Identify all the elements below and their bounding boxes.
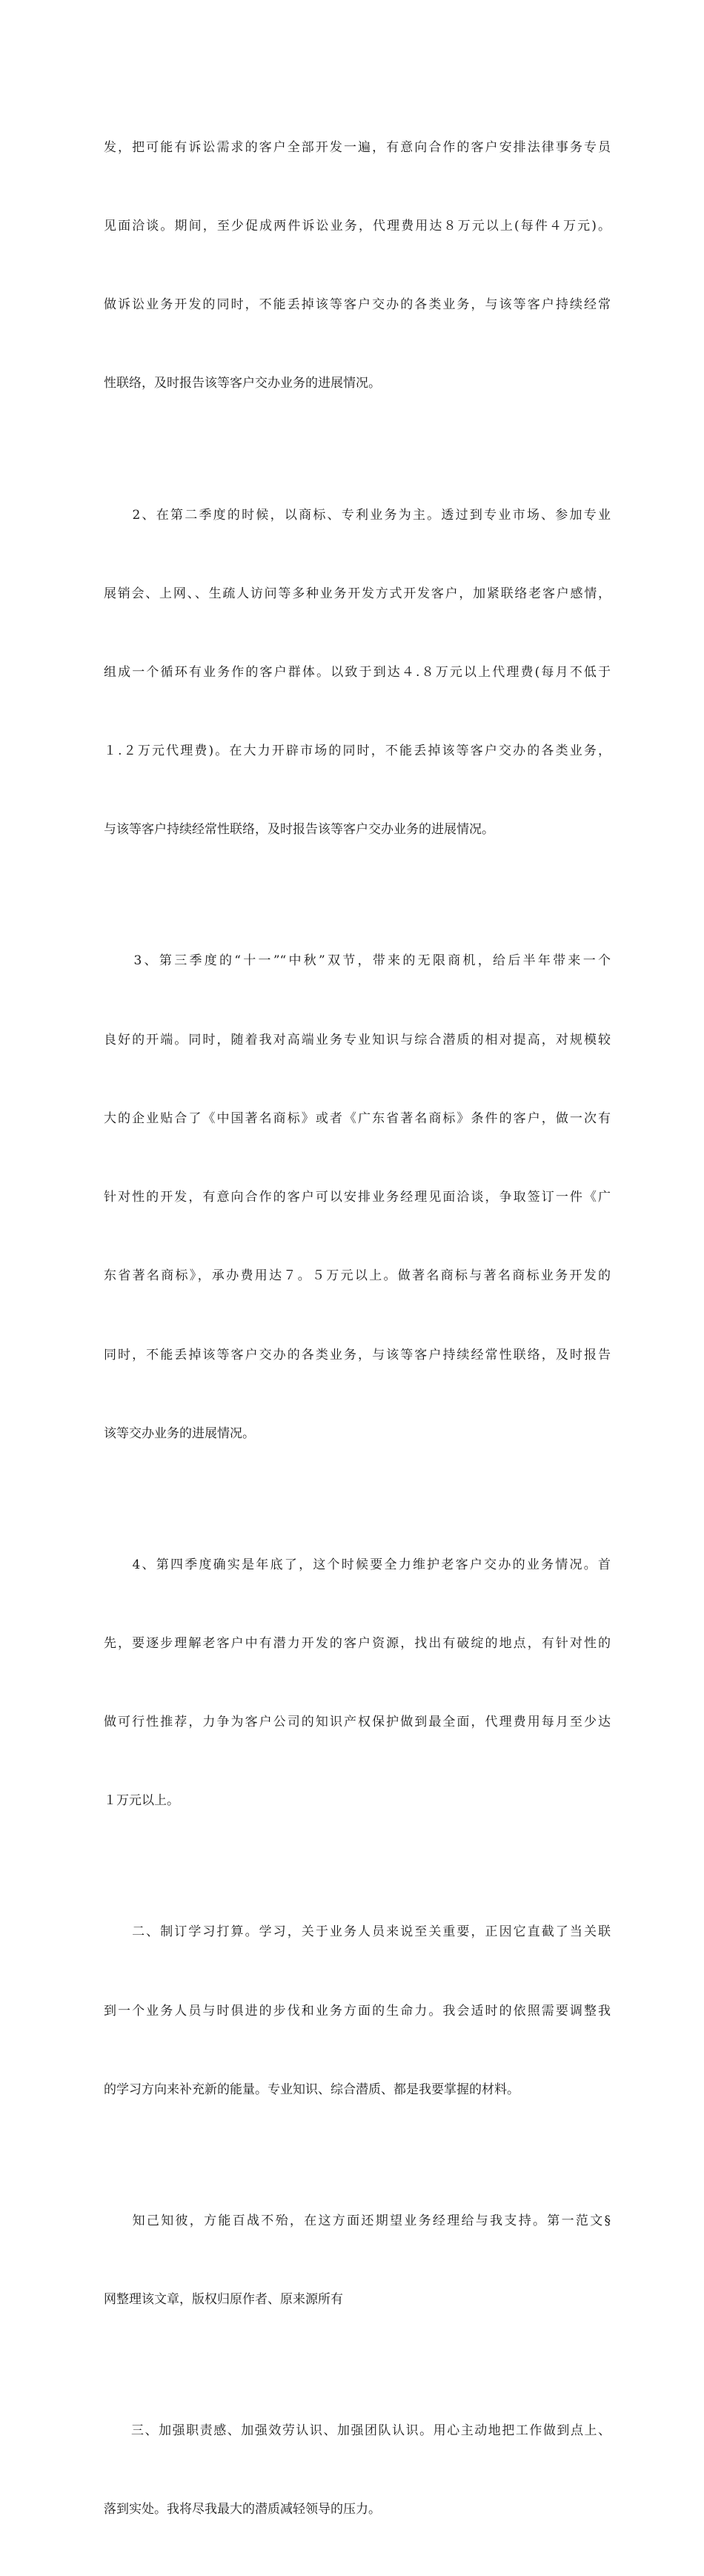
paragraph-5 [104, 1867, 611, 2156]
text-line: 同时，不能丢掉该等客户交办的各类业务，与该等客户持续经常性联络，及时报告 [104, 1347, 611, 1363]
text-line: 大的企业贴合了《中国著名商标》或者《广东省著名商标》条件的客户，做一次有 [104, 1110, 611, 1126]
text-line: 到一个业务人员与时俱进的步伐和业务方面的生命力。我会适时的依照需要调整我 [104, 2003, 611, 2019]
text-line: 针对性的开发，有意向合作的客户可以安排业务经理见面洽谈，争取签订一件《广 [104, 1190, 611, 1205]
text-line: 落到实处。我将尽我最大的潜质减轻领导的压力。 [104, 2502, 381, 2517]
text-line: 东省著名商标》，承办费用达７。５万元以上。做著名商标与著名商标业务开发的 [104, 1268, 611, 1284]
paragraph-2 [104, 450, 611, 896]
text-line: 做诉讼业务开发的同时，不能丢掉该等客户交办的各类业务，与该等客户持续经常 [104, 297, 611, 313]
text-line: 发，把可能有诉讼需求的客户全部开发一遍，有意向合作的客户安排法律事务专员 [104, 139, 611, 155]
paragraph-6 [104, 2156, 611, 2365]
text-line: 4、第四季度确实是年底了，这个时候要全力维护老客户交办的业务情况。首 [104, 1557, 611, 1572]
text-line: 的学习方向来补充新的能量。专业知识、综合潜质、都是我要掌握的材料。 [104, 2082, 519, 2097]
text-line: 3、第三季度的“十一”“中秋”双节，带来的无限商机，给后半年带来一个 [104, 953, 611, 969]
text-line: 该等交办业务的进展情况。 [104, 1426, 255, 1441]
text-line: 做可行性推荐，力争为客户公司的知识产权保护做到最全面，代理费用每月至少达 [104, 1715, 611, 1730]
paragraph-7 [104, 2365, 611, 2575]
text-line: 知己知彼，方能百战不殆，在这方面还期望业务经理给与我支持。第一范文§ [104, 2213, 611, 2228]
text-line: 见面洽谈。期间，至少促成两件诉讼业务，代理费用达８万元以上(每件４万元)。 [104, 219, 611, 234]
text-line: 三、加强职责感、加强效劳认识、加强团队认识。用心主动地把工作做到点上、 [104, 2423, 611, 2439]
text-line: 与该等客户持续经常性联络，及时报告该等客户交办业务的进展情况。 [104, 822, 494, 838]
text-line: 2、在第二季度的时候，以商标、专利业务为主。透过到专业市场、参加专业 [104, 507, 611, 523]
text-line: 性联络，及时报告该等客户交办业务的进展情况。 [104, 376, 381, 391]
text-line: 先，要逐步理解老客户中有潜力开发的客户资源，找出有破绽的地点，有针对性的 [104, 1635, 611, 1651]
document-body [104, 82, 611, 2576]
text-line: １.２万元代理费)。在大力开辟市场的同时，不能丢掉该等客户交办的各类业务， [104, 744, 611, 759]
text-line: 二、制订学习打算。学习，关于业务人员来说至关重要，正因它直截了当关联 [104, 1924, 611, 1940]
text-line: 展销会、上网、、生疏人访问等多种业务开发方式开发客户，加紧联络老客户感情， [104, 586, 611, 601]
text-line: 组成一个循环有业务作的客户群体。以致于到达４.８万元以上代理费(每月不低于 [104, 664, 611, 680]
text-line: 网整理该文章，版权归原作者、原来源所有 [104, 2292, 343, 2308]
paragraph-1 [104, 82, 611, 450]
text-line: １万元以上。 [104, 1793, 179, 1809]
paragraph-4 [104, 1500, 611, 1867]
text-line: 良好的开端。同时，随着我对高端业务专业知识与综合潜质的相对提高，对规模较 [104, 1032, 611, 1047]
paragraph-3 [104, 896, 611, 1500]
